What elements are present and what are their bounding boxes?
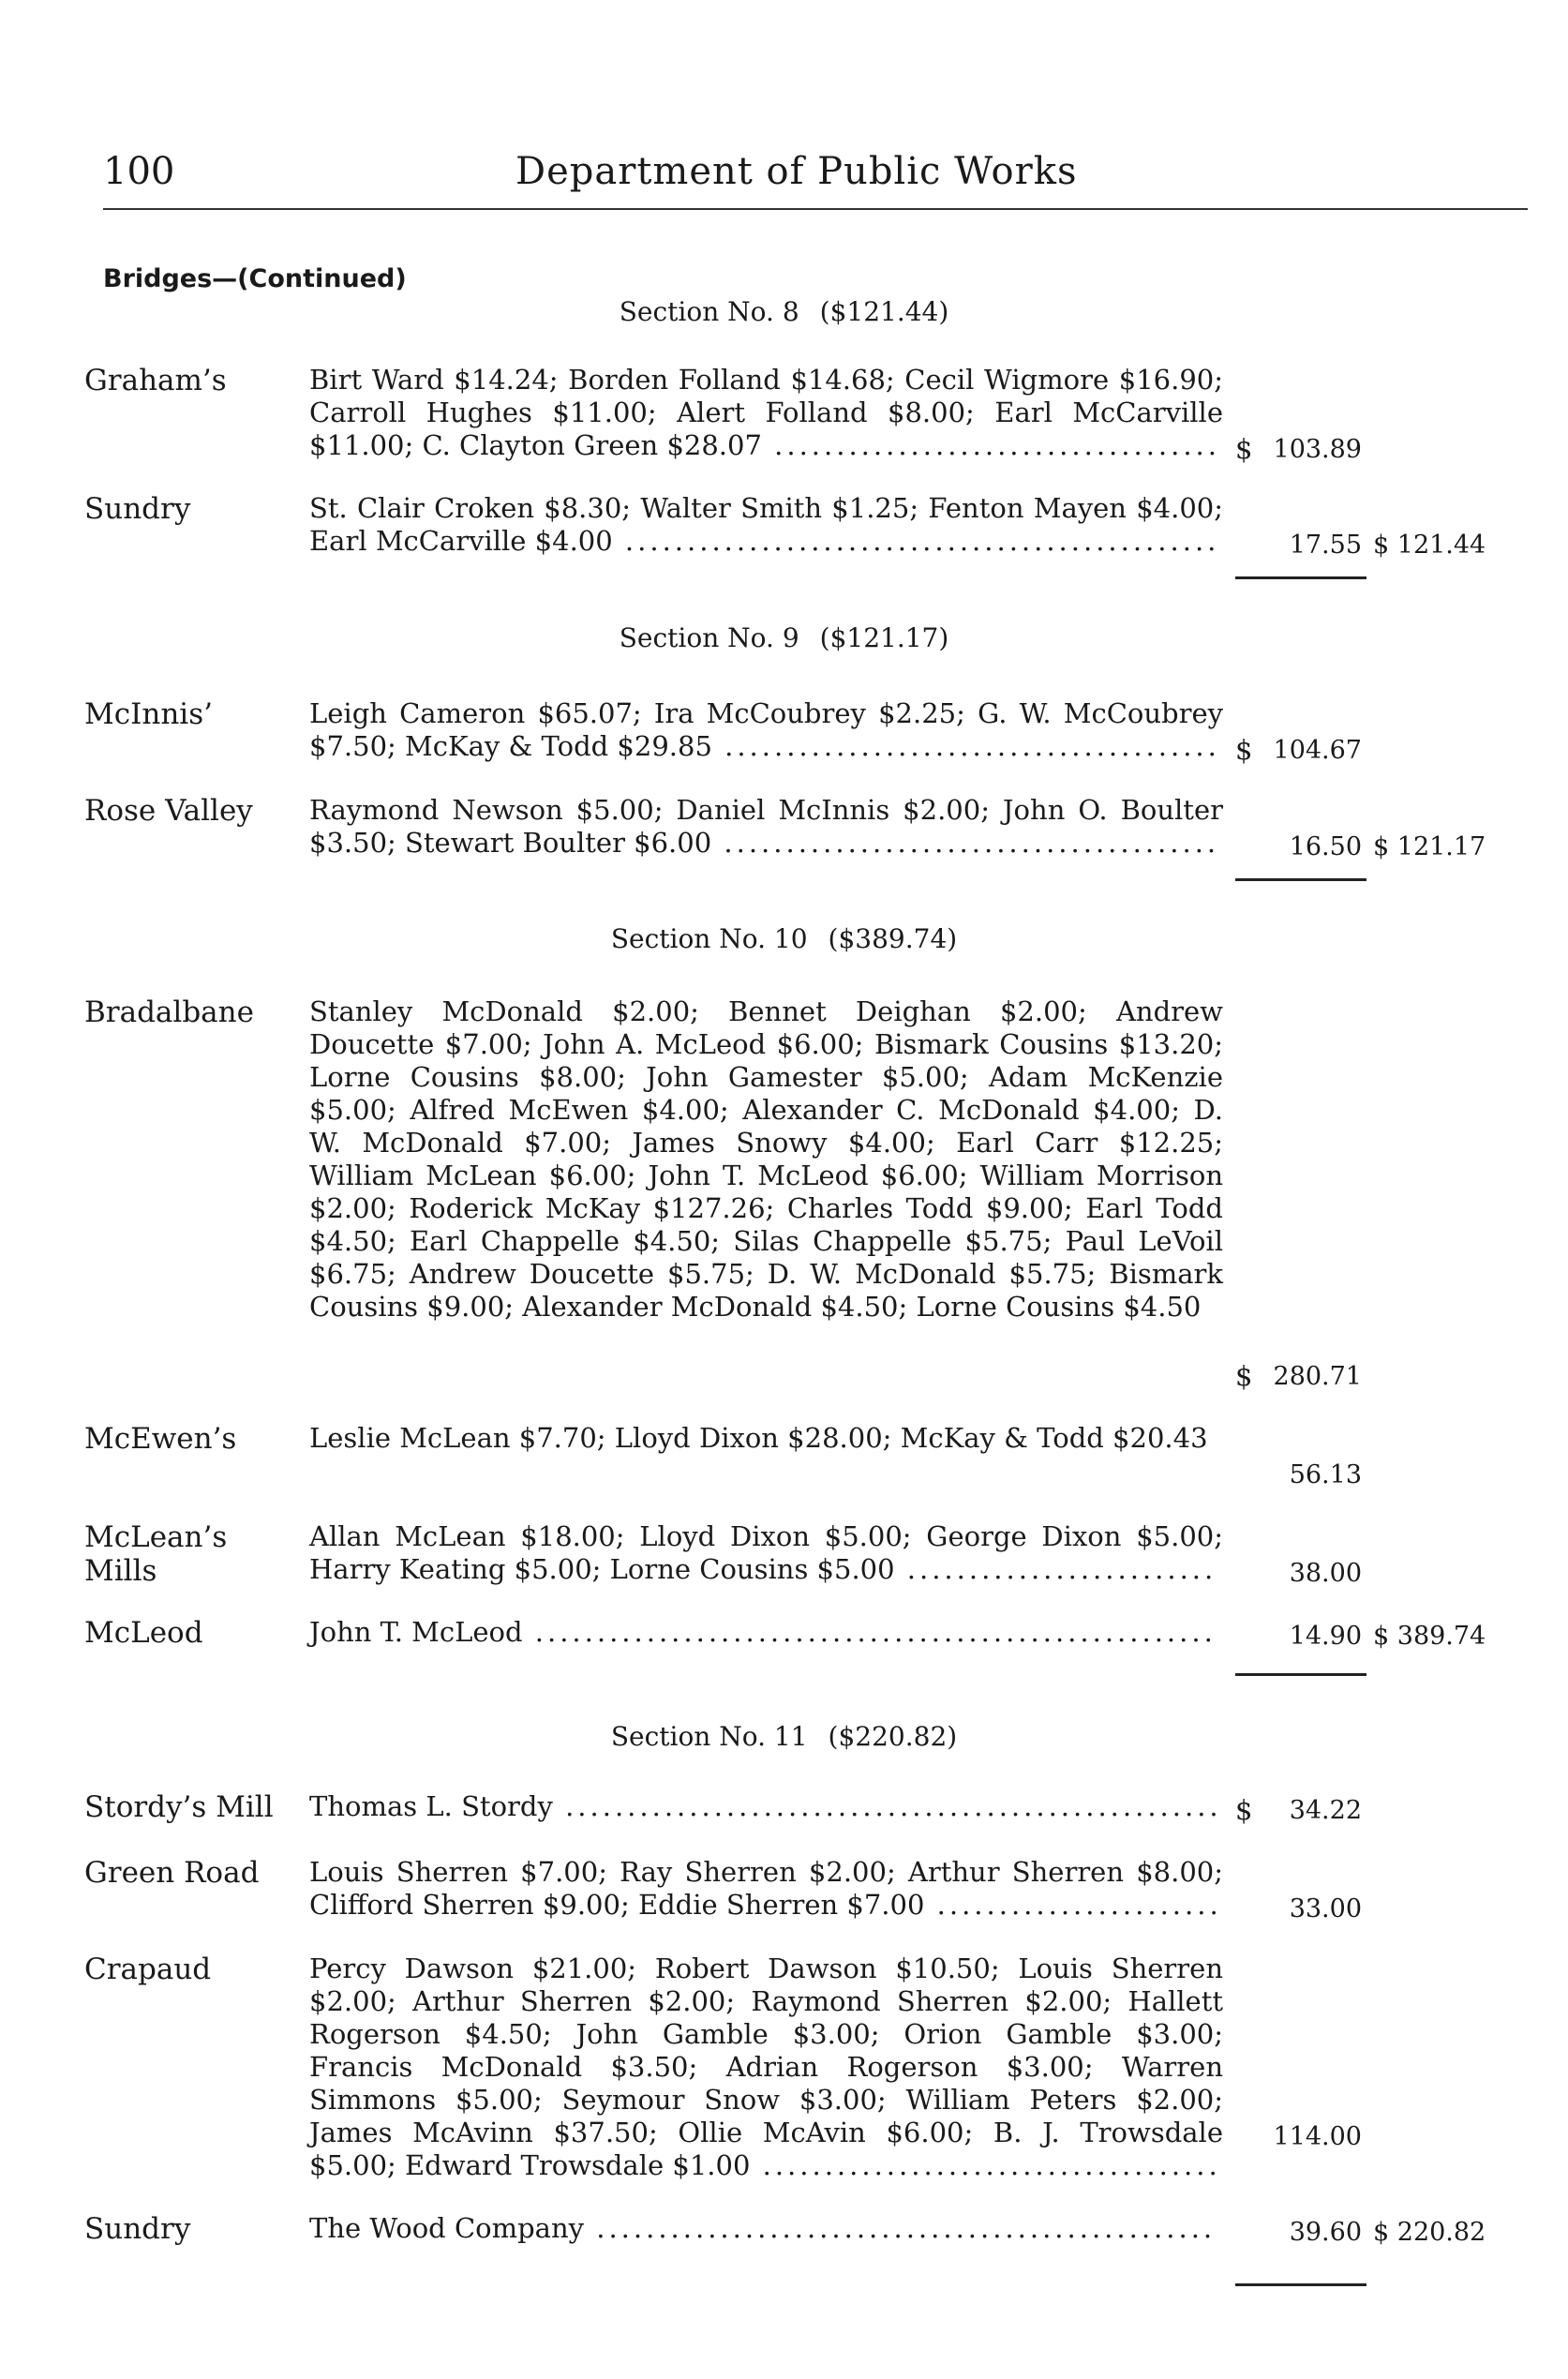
payee-list — [309, 1790, 1223, 1823]
section-total — [1373, 832, 1523, 861]
total-value: 121.44 — [1396, 531, 1486, 560]
ledger-entry — [0, 1953, 1568, 2181]
payee-text: Stanley McDonald $2.00; Bennet Deighan $2.00; Andrew Doucette $7.00; John A. McLeod $6.00; Bismark Cousins $13.20; Lorne Cousins $8.00; John Gamester $5.00; Adam McKenzie $5.00; Alfred McEwen $4.00; Alexander C. McDonald $4.00; D. W. McDonald $7.00; James Snowy $4.00; Earl Carr $12.25; William McLean $6.00; John T. McLeod $6.00; William Morrison $2.00; Roderick McKay $127.26; Charles Todd $9.00; Earl Todd $4.50; Earl Chappelle $4.50; Silas Chappelle $5.75; Paul LeVoil $6.75; Andrew Doucette $5.75; D. W. McDonald $5.75; Bismark Cousins $9.00; Alexander McDonald $4.50; Lorne Cousins $4.50 — [309, 995, 1223, 1323]
section-title — [0, 622, 1568, 653]
payee-text: Thomas L. Stordy — [309, 1790, 553, 1822]
total-value: 389.74 — [1396, 1622, 1486, 1651]
total-value: 121.17 — [1396, 832, 1486, 861]
ledger-entry — [0, 1856, 1568, 1925]
continuation-heading: Bridges—(Continued) — [103, 264, 407, 293]
section-subtotal-heading: ($389.74) — [828, 923, 958, 954]
payee-list — [309, 1953, 1223, 2182]
payee-list — [309, 995, 1223, 1324]
section-total — [1373, 1622, 1523, 1651]
place-name: McLean’s Mills — [84, 1520, 228, 1588]
payee-list — [309, 1520, 1223, 1586]
payee-list — [309, 2212, 1223, 2245]
ledger-entry — [0, 995, 1568, 1393]
ledger-entry — [0, 794, 1568, 863]
section-number: Section No. 9 — [619, 622, 799, 653]
section-subtotal-heading: ($121.44) — [819, 296, 949, 327]
place-name: Rose Valley — [84, 794, 253, 828]
payee-text: Leslie McLean $7.70; Lloyd Dixon $28.00; McKay & Todd $20.43 — [309, 1422, 1208, 1454]
dollar-sign: $ — [1235, 1794, 1253, 1826]
page-header — [103, 150, 1528, 199]
place-name: Crapaud — [84, 1953, 212, 1986]
dollar-sign: $ — [1235, 1360, 1253, 1392]
payee-list — [309, 1856, 1223, 1922]
total-dollar-sign: $ — [1373, 832, 1397, 861]
payee-text: Percy Dawson $21.00; Robert Dawson $10.50; Louis Sherren $2.00; Arthur Sherren $2.00; Raymond Sherren $2.00; Hallett Rogerson $4.50; John Gamble $3.00; Orion Gamble $3.00; Francis McDonald $3.50; Adrian Rogerson $3.00; Warren Simmons $5.00; Seymour Snow $3.00; William Peters $2.00; James McAvinn $37.50; Ollie McAvin $6.00; B. J. Trowsdale $5.00; Edward Trowsdale $1.00 — [309, 1953, 1223, 2181]
payee-list — [309, 697, 1223, 763]
section-subtotal-heading: ($121.17) — [819, 622, 949, 653]
place-name: McLeod — [84, 1616, 203, 1650]
dot-leader: ........................................ — [711, 827, 1220, 859]
entry-amount: 33.00 — [1289, 1894, 1362, 1923]
dot-leader: .................................................. — [584, 2212, 1217, 2244]
entry-amount: 280.71 — [1273, 1362, 1362, 1391]
entry-amount: 17.55 — [1289, 531, 1362, 560]
page-title: Department of Public Works — [515, 150, 1078, 193]
dollar-sign: $ — [1235, 734, 1253, 766]
subtotal-rule — [1235, 1673, 1366, 1676]
payee-text: Louis Sherren $7.00; Ray Sherren $2.00; Arthur Sherren $8.00; Clifford Sherren $9.00; Eddie Sherren $7.00 — [309, 1856, 1223, 1921]
dot-leader: .................................... — [761, 429, 1220, 461]
payee-text: Allan McLean $18.00; Lloyd Dixon $5.00; George Dixon $5.00; Harry Keating $5.00; Lorne Cousins $5.00 — [309, 1520, 1223, 1585]
dot-leader: ........................................ — [711, 730, 1220, 762]
payee-text: John T. McLeod — [309, 1616, 523, 1648]
section-total — [1373, 531, 1523, 560]
place-name: Sundry — [84, 492, 191, 526]
payee-list — [309, 1616, 1223, 1649]
section-total — [1373, 2218, 1523, 2247]
payee-list — [309, 364, 1223, 462]
place-name: Stordy’s Mill — [84, 1790, 274, 1824]
ledger-entry — [0, 1422, 1568, 1491]
dollar-sign: $ — [1235, 433, 1253, 465]
section-subtotal-heading: ($220.82) — [828, 1721, 958, 1752]
payee-list — [309, 492, 1223, 558]
total-dollar-sign: $ — [1373, 1622, 1397, 1651]
ledger-entry — [0, 2212, 1568, 2249]
ledger-entry — [0, 364, 1568, 466]
section-title — [0, 296, 1568, 327]
payee-text: Leigh Cameron $65.07; Ira McCoubrey $2.25; G. W. McCoubrey $7.50; McKay & Todd $29.85 — [309, 697, 1223, 762]
dot-leader: ....................................................... — [522, 1616, 1217, 1648]
section-number: Section No. 8 — [619, 296, 799, 327]
ledger-entry — [0, 1616, 1568, 1653]
section-title — [0, 1721, 1568, 1752]
entry-amount: 56.13 — [1289, 1460, 1362, 1489]
page-number: 100 — [103, 150, 175, 193]
ledger-entry — [0, 1520, 1568, 1590]
dot-leader: ..................................... — [750, 2149, 1221, 2181]
entry-amount: 114.00 — [1273, 2122, 1362, 2151]
total-dollar-sign: $ — [1373, 2218, 1397, 2247]
section-number: Section No. 11 — [610, 1721, 808, 1752]
subtotal-rule — [1235, 576, 1366, 579]
payee-list — [309, 1422, 1223, 1455]
place-name: Green Road — [84, 1856, 260, 1890]
ledger-entry — [0, 492, 1568, 561]
entry-amount: 39.60 — [1289, 2218, 1362, 2247]
dot-leader: ................................................ — [612, 525, 1220, 557]
place-name: Graham’s — [84, 364, 227, 397]
entry-amount: 14.90 — [1289, 1622, 1362, 1651]
entry-amount: 103.89 — [1273, 435, 1362, 464]
payee-list — [309, 794, 1223, 860]
dot-leader: ....................... — [924, 1889, 1222, 1921]
entry-amount: 16.50 — [1289, 832, 1362, 861]
dot-leader: ..................................................... — [552, 1790, 1222, 1822]
payee-text: Raymond Newson $5.00; Daniel McInnis $2.00; John O. Boulter $3.50; Stewart Boulter $6.00 — [309, 794, 1223, 859]
header-divider — [103, 208, 1528, 210]
ledger-entry — [0, 1790, 1568, 1827]
place-name: McInnis’ — [84, 697, 213, 731]
section-title — [0, 923, 1568, 954]
ledger-entry — [0, 697, 1568, 767]
entry-amount: 34.22 — [1289, 1796, 1362, 1825]
subtotal-rule — [1235, 878, 1366, 881]
section-number: Section No. 10 — [610, 923, 808, 954]
place-name: McEwen’s — [84, 1422, 237, 1456]
place-name: Sundry — [84, 2212, 191, 2246]
subtotal-rule — [1235, 2283, 1366, 2286]
total-dollar-sign: $ — [1373, 531, 1397, 560]
total-value: 220.82 — [1396, 2218, 1486, 2247]
payee-text: The Wood Company — [309, 2212, 585, 2244]
place-name: Bradalbane — [84, 995, 254, 1029]
payee-text: St. Clair Croken $8.30; Walter Smith $1.25; Fenton Mayen $4.00; Earl McCarville $4.00 — [309, 492, 1223, 557]
entry-amount: 104.67 — [1273, 736, 1362, 765]
dot-leader: ......................... — [894, 1553, 1217, 1585]
entry-amount: 38.00 — [1289, 1559, 1362, 1588]
payee-text: Birt Ward $14.24; Borden Folland $14.68; Cecil Wigmore $16.90; Carroll Hughes $11.00; Alert Folland $8.00; Earl McCarville $11.00; C. Clayton Green $28.07 — [309, 364, 1223, 461]
